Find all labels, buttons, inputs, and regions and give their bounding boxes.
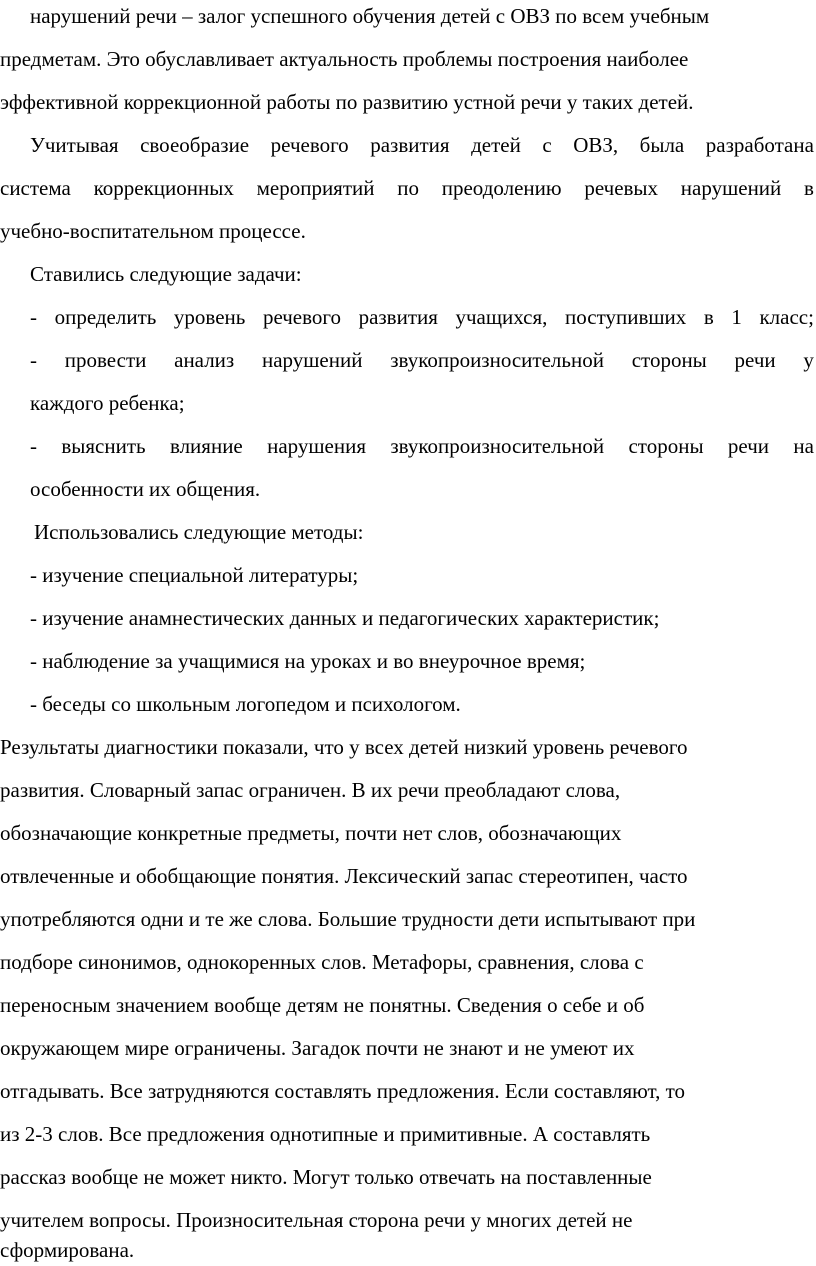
intro-line: нарушений речи – залог успешного обучения детей с ОВЗ по всем учебным <box>30 4 710 28</box>
results-line: рассказ вообще не может никто. Могут только отвечать на поставленные <box>0 1165 652 1189</box>
word: влияние <box>169 434 243 458</box>
word: Учитывая <box>30 133 119 157</box>
results-line: сформирована. <box>0 1238 135 1262</box>
word: поступивших <box>565 305 687 329</box>
task-item <box>30 432 814 460</box>
word: - <box>30 434 37 458</box>
paragraph-line: учебно-воспитательном процессе. <box>0 219 306 243</box>
word: уровень <box>173 305 246 329</box>
paragraph-line <box>30 131 814 159</box>
results-line: обозначающие конкретные предметы, почти нет слов, обозначающих <box>0 821 622 845</box>
word: - <box>30 348 37 372</box>
word: мероприятий <box>256 176 375 200</box>
word: речи <box>727 434 770 458</box>
results-line: развития. Словарный запас ограничен. В их речи преобладают слова, <box>0 778 621 802</box>
method-item: - изучение анамнестических данных и педагогических характеристик; <box>30 606 660 630</box>
word: класс; <box>759 305 814 329</box>
results-line: отгадывать. Все затрудняются составлять предложения. Если составляют, то <box>0 1079 686 1103</box>
word: нарушений <box>261 348 363 372</box>
results-line: окружающем мире ограничены. Загадок почти не знают и не умеют их <box>0 1036 635 1060</box>
paragraph-line <box>0 174 814 202</box>
word: нарушений <box>680 176 782 200</box>
task-item-continuation: особенности их общения. <box>30 477 261 501</box>
word: в <box>804 176 814 200</box>
word: анализ <box>174 348 235 372</box>
word: 1 <box>731 305 742 329</box>
word: стороны <box>628 434 704 458</box>
word: звукопроизносительной <box>390 434 605 458</box>
method-item: - наблюдение за учащимися на уроках и во внеурочное время; <box>30 649 586 673</box>
word: определить <box>54 305 157 329</box>
word: преодолению <box>441 176 562 200</box>
methods-heading: Использовались следующие методы: <box>34 520 364 544</box>
word: учащихся, <box>455 305 548 329</box>
results-line: Результаты диагностики показали, что у всех детей низкий уровень речевого <box>0 735 688 759</box>
task-item <box>30 346 814 374</box>
word: стороны <box>631 348 707 372</box>
word: с <box>542 133 552 157</box>
results-line: употребляются одни и те же слова. Большие трудности дети испытывают при <box>0 907 696 931</box>
word: - <box>30 305 37 329</box>
word: выяснить <box>61 434 146 458</box>
word: речевого <box>270 133 349 157</box>
method-item: - изучение специальной литературы; <box>30 563 359 587</box>
results-line: переносным значением вообще детям не понятны. Сведения о себе и об <box>0 993 645 1017</box>
word: речевого <box>262 305 341 329</box>
word: своеобразие <box>140 133 250 157</box>
word: развития <box>370 133 450 157</box>
method-item: - беседы со школьным логопедом и психологом. <box>30 692 461 716</box>
tasks-heading: Ставились следующие задачи: <box>30 262 302 286</box>
results-line: подборе синонимов, однокоренных слов. Метафоры, сравнения, слова с <box>0 950 644 974</box>
word: ОВЗ, <box>573 133 619 157</box>
word: система <box>0 176 71 200</box>
results-line: из 2-3 слов. Все предложения однотипные и примитивные. А составлять <box>0 1122 651 1146</box>
intro-line: эффективной коррекционной работы по развитию устной речи у таких детей. <box>0 90 694 114</box>
word: в <box>703 305 714 329</box>
word: разработана <box>705 133 814 157</box>
word: на <box>793 434 814 458</box>
word: провести <box>64 348 147 372</box>
word: коррекционных <box>93 176 234 200</box>
word: развития <box>358 305 438 329</box>
word: звукопроизносительной <box>390 348 604 372</box>
word: по <box>397 176 419 200</box>
word: у <box>803 348 814 372</box>
word: нарушения <box>267 434 367 458</box>
word: детей <box>471 133 521 157</box>
word: речи <box>734 348 776 372</box>
intro-line: предметам. Это обуславливает актуальность проблемы построения наиболее <box>0 47 689 71</box>
task-item-continuation: каждого ребенка; <box>30 391 185 415</box>
word: речевых <box>584 176 659 200</box>
word: была <box>639 133 685 157</box>
task-item <box>30 303 814 331</box>
results-line: отвлеченные и обобщающие понятия. Лексический запас стереотипен, часто <box>0 864 688 888</box>
results-line: учителем вопросы. Произносительная сторона речи у многих детей не <box>0 1208 633 1232</box>
